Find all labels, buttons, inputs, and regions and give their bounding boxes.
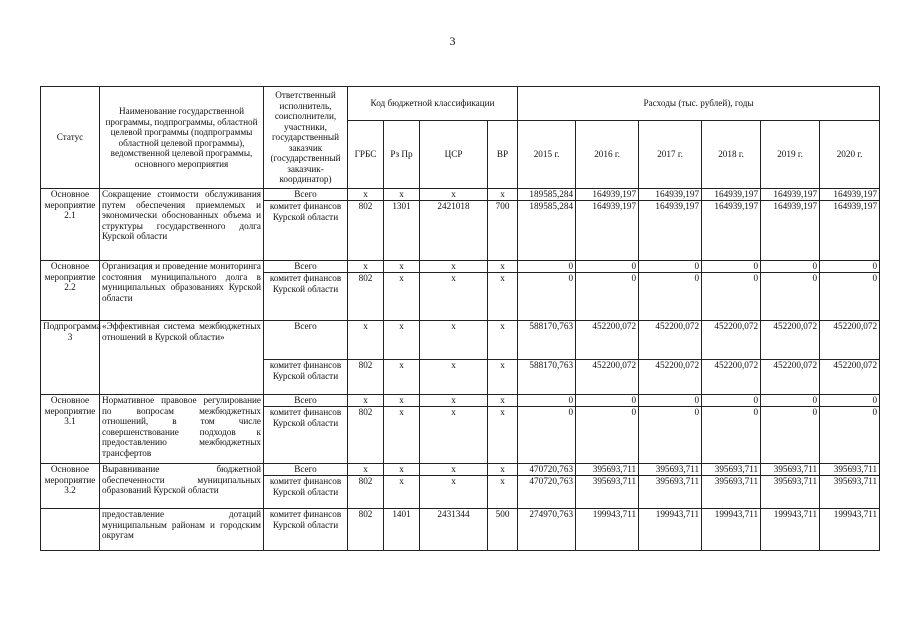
header-responsible: Ответственный исполнитель, соисполнители, участники, государственный заказчик (государственный заказчик-координатор) (264, 87, 348, 189)
expense-value-cell: 395693,711 (702, 464, 761, 476)
csr-cell: x (420, 360, 488, 395)
responsible-cell: комитет финансов Курской области (264, 273, 348, 321)
csr-cell: x (420, 476, 488, 509)
expense-value-cell: 0 (518, 395, 576, 407)
program-name-cell: Нормативное правовое регулирование по вопросам межбюджетных отношений, в том числе совершенствование подходов к предоставлению межбюджетных трансфертов (100, 395, 264, 464)
expense-value-cell: 588170,763 (518, 360, 576, 395)
expense-value-cell: 452200,072 (576, 321, 639, 360)
expense-value-cell: 452200,072 (639, 321, 702, 360)
expense-value-cell: 452200,072 (576, 360, 639, 395)
expense-value-cell: 0 (576, 407, 639, 464)
program-name-cell: Сокращение стоимости обслуживания путем обеспечения приемлемых и экономически обоснованных объема и структуры государственного долга Курской области (100, 189, 264, 261)
expense-value-cell: 452200,072 (639, 360, 702, 395)
header-row-top (41, 87, 880, 121)
expense-value-cell: 452200,072 (820, 360, 880, 395)
expense-value-cell: 199943,711 (702, 509, 761, 551)
csr-cell: x (420, 395, 488, 407)
expense-value-cell: 0 (518, 407, 576, 464)
rzpr-cell: x (384, 189, 420, 201)
responsible-cell: комитет финансов Курской области (264, 407, 348, 464)
rzpr-cell: 1401 (384, 509, 420, 551)
grbs-cell: 802 (348, 407, 384, 464)
header-expenses-group: Расходы (тыс. рублей), годы (518, 87, 880, 121)
vr-cell: x (488, 273, 518, 321)
responsible-cell: Всего (264, 261, 348, 273)
expense-value-cell: 164939,197 (820, 189, 880, 201)
vr-cell: x (488, 261, 518, 273)
status-cell: Основное мероприятие 2.1 (41, 189, 100, 261)
header-year: 2015 г. (518, 121, 576, 189)
expense-value-cell: 395693,711 (702, 476, 761, 509)
expense-value-cell: 199943,711 (639, 509, 702, 551)
expense-value-cell: 0 (702, 273, 761, 321)
rzpr-cell: x (384, 360, 420, 395)
expense-value-cell: 199943,711 (576, 509, 639, 551)
csr-cell: 2421018 (420, 201, 488, 261)
vr-cell: x (488, 407, 518, 464)
grbs-cell: x (348, 321, 384, 360)
header-vr: ВР (488, 121, 518, 189)
expense-value-cell: 164939,197 (820, 201, 880, 261)
vr-cell: 500 (488, 509, 518, 551)
csr-cell: x (420, 464, 488, 476)
responsible-cell: комитет финансов Курской области (264, 509, 348, 551)
expense-value-cell: 274970,763 (518, 509, 576, 551)
expense-value-cell: 0 (820, 273, 880, 321)
vr-cell: x (488, 476, 518, 509)
table-row (41, 189, 880, 201)
expense-value-cell: 395693,711 (761, 464, 820, 476)
program-name-cell: предоставление дотаций муниципальным районам и городским округам (100, 509, 264, 551)
expense-value-cell: 395693,711 (639, 464, 702, 476)
expense-value-cell: 0 (761, 395, 820, 407)
expense-value-cell: 189585,284 (518, 201, 576, 261)
responsible-cell: комитет финансов Курской области (264, 360, 348, 395)
expense-value-cell: 395693,711 (761, 476, 820, 509)
csr-cell: x (420, 407, 488, 464)
expense-value-cell: 0 (576, 261, 639, 273)
expense-value-cell: 199943,711 (761, 509, 820, 551)
expense-value-cell: 470720,763 (518, 464, 576, 476)
header-year: 2019 г. (761, 121, 820, 189)
expense-value-cell: 470720,763 (518, 476, 576, 509)
expense-value-cell: 199943,711 (820, 509, 880, 551)
expense-value-cell: 0 (702, 407, 761, 464)
csr-cell: x (420, 273, 488, 321)
header-code-group: Код бюджетной классификации (348, 87, 518, 121)
expense-value-cell: 0 (518, 273, 576, 321)
vr-cell: x (488, 395, 518, 407)
csr-cell: x (420, 321, 488, 360)
expense-value-cell: 0 (761, 407, 820, 464)
rzpr-cell: x (384, 407, 420, 464)
header-status: Статус (41, 87, 100, 189)
expense-value-cell: 0 (761, 261, 820, 273)
expense-value-cell: 395693,711 (820, 464, 880, 476)
expense-value-cell: 395693,711 (576, 464, 639, 476)
header-year: 2018 г. (702, 121, 761, 189)
expense-value-cell: 452200,072 (761, 360, 820, 395)
rzpr-cell: x (384, 321, 420, 360)
rzpr-cell: x (384, 395, 420, 407)
responsible-cell: Всего (264, 395, 348, 407)
expense-value-cell: 164939,197 (761, 189, 820, 201)
table-row (41, 261, 880, 273)
expense-value-cell: 395693,711 (639, 476, 702, 509)
vr-cell: 700 (488, 201, 518, 261)
responsible-cell: комитет финансов Курской области (264, 476, 348, 509)
responsible-cell: комитет финансов Курской области (264, 201, 348, 261)
header-name: Наименование государственной программы, подпрограммы, областной целевой программы (подпрограммы областной целевой программы), ведомственной целевой программы, основного мероприятия (100, 87, 264, 189)
expense-value-cell: 164939,197 (639, 189, 702, 201)
expense-value-cell: 0 (576, 395, 639, 407)
grbs-cell: 802 (348, 476, 384, 509)
grbs-cell: x (348, 189, 384, 201)
table-row (41, 395, 880, 407)
csr-cell: x (420, 189, 488, 201)
grbs-cell: 802 (348, 509, 384, 551)
expense-value-cell: 395693,711 (820, 476, 880, 509)
header-year: 2017 г. (639, 121, 702, 189)
rzpr-cell: x (384, 464, 420, 476)
responsible-cell: Всего (264, 464, 348, 476)
status-cell-empty (41, 509, 100, 551)
vr-cell: x (488, 321, 518, 360)
status-cell: Подпрограмма 3 (41, 321, 100, 395)
expense-value-cell: 0 (639, 407, 702, 464)
grbs-cell: x (348, 464, 384, 476)
header-grbs: ГРБС (348, 121, 384, 189)
csr-cell: x (420, 261, 488, 273)
grbs-cell: 802 (348, 360, 384, 395)
expense-value-cell: 164939,197 (576, 201, 639, 261)
header-year: 2020 г. (820, 121, 880, 189)
expense-value-cell: 0 (820, 407, 880, 464)
responsible-cell: Всего (264, 189, 348, 201)
expense-value-cell: 452200,072 (702, 321, 761, 360)
table-row (41, 464, 880, 476)
expense-value-cell: 452200,072 (820, 321, 880, 360)
vr-cell: x (488, 189, 518, 201)
rzpr-cell: x (384, 261, 420, 273)
csr-cell: 2431344 (420, 509, 488, 551)
expense-value-cell: 164939,197 (639, 201, 702, 261)
table-row (41, 321, 880, 360)
table-row (41, 509, 880, 551)
program-name-cell: Выравнивание бюджетной обеспеченности муниципальных образований Курской области (100, 464, 264, 509)
page-number: 3 (449, 34, 456, 48)
responsible-cell: Всего (264, 321, 348, 360)
expense-value-cell: 0 (820, 395, 880, 407)
vr-cell: x (488, 464, 518, 476)
status-cell: Основное мероприятие 2.2 (41, 261, 100, 321)
expense-value-cell: 0 (639, 273, 702, 321)
status-cell: Основное мероприятие 3.2 (41, 464, 100, 509)
program-name-cell: «Эффективная система межбюджетных отношений в Курской области» (100, 321, 264, 395)
grbs-cell: x (348, 395, 384, 407)
rzpr-cell: x (384, 476, 420, 509)
expense-value-cell: 0 (576, 273, 639, 321)
expense-value-cell: 164939,197 (702, 201, 761, 261)
rzpr-cell: x (384, 273, 420, 321)
expense-value-cell: 0 (761, 273, 820, 321)
expense-value-cell: 0 (820, 261, 880, 273)
status-cell: Основное мероприятие 3.1 (41, 395, 100, 464)
grbs-cell: x (348, 261, 384, 273)
expense-value-cell: 189585,284 (518, 189, 576, 201)
expense-value-cell: 164939,197 (576, 189, 639, 201)
expense-value-cell: 452200,072 (761, 321, 820, 360)
rzpr-cell: 1301 (384, 201, 420, 261)
expense-value-cell: 0 (639, 261, 702, 273)
expense-value-cell: 395693,711 (576, 476, 639, 509)
expense-value-cell: 452200,072 (702, 360, 761, 395)
grbs-cell: 802 (348, 201, 384, 261)
expense-value-cell: 0 (702, 395, 761, 407)
vr-cell: x (488, 360, 518, 395)
budget-table (40, 86, 880, 551)
expense-value-cell: 0 (639, 395, 702, 407)
header-rzpr: Рз Пр (384, 121, 420, 189)
header-csr: ЦСР (420, 121, 488, 189)
expense-value-cell: 588170,763 (518, 321, 576, 360)
expense-value-cell: 164939,197 (702, 189, 761, 201)
program-name-cell: Организация и проведение мониторинга состояния муниципального долга в муниципальных образованиях Курской области (100, 261, 264, 321)
expense-value-cell: 0 (518, 261, 576, 273)
grbs-cell: 802 (348, 273, 384, 321)
expense-value-cell: 0 (702, 261, 761, 273)
header-year: 2016 г. (576, 121, 639, 189)
expense-value-cell: 164939,197 (761, 201, 820, 261)
